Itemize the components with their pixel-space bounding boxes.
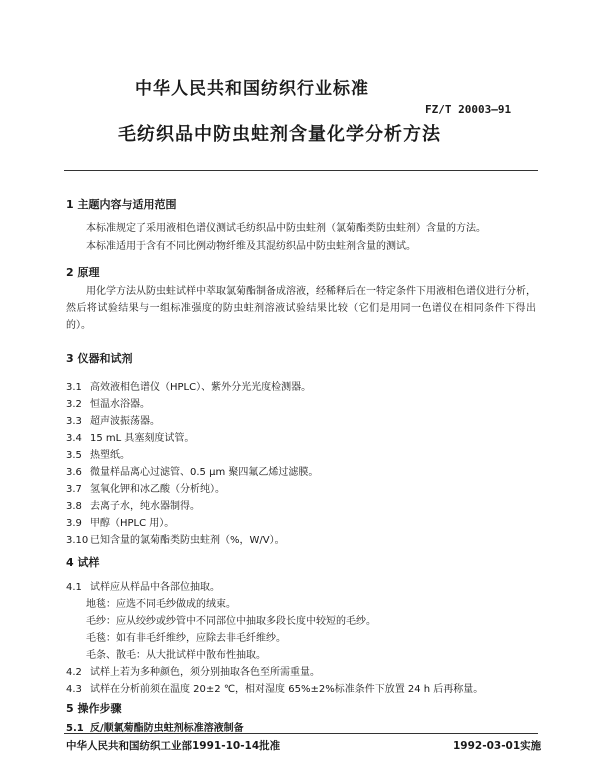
list-item: 3.7 氢氧化钾和冰乙酸（分析纯）。	[66, 484, 225, 495]
list-item: 3.5 热塑纸。	[66, 450, 130, 461]
list-item: 4.1 试样应从样品中各部位抽取。	[66, 582, 220, 593]
section-1-paragraph-1: 本标准规定了采用液相色谱仪测试毛纺织品中防虫蛀剂（氯菊酯类防虫蛀剂）含量的方法。	[86, 223, 486, 234]
section-5-heading: 5 操作步骤	[66, 702, 122, 715]
sub-item: 毛条、散毛：从大批试样中散布性抽取。	[86, 650, 266, 661]
section-4-heading: 4 试样	[66, 556, 100, 569]
sub-item: 毛纱：应从绞纱或纱管中不同部位中抽取多段长度中较短的毛纱。	[86, 616, 376, 627]
list-item: 3.6 微量样品离心过滤管、0.5 μm 聚四氟乙烯过滤膜。	[66, 467, 319, 478]
list-item: 4.3 试样在分析前须在温度 20±2 ℃，相对湿度 65%±2%标准条件下放置 24 h 后再称量。	[66, 684, 484, 695]
list-item: 3.2 恒温水浴器。	[66, 399, 150, 410]
header-divider	[64, 170, 538, 171]
list-item: 3.8 去离子水，纯水器制得。	[66, 501, 200, 512]
section-1-heading: 1 主题内容与适用范围	[66, 198, 177, 211]
list-item: 3.3 超声波振荡器。	[66, 416, 160, 427]
list-item: 3.1 高效液相色谱仪（HPLC）、紫外分光光度检测器。	[66, 382, 312, 393]
list-item: 3.4 15 mL 具塞刻度试管。	[66, 433, 195, 444]
standard-type: 中华人民共和国纺织行业标准	[135, 79, 369, 99]
document-title: 毛纺织品中防虫蛀剂含量化学分析方法	[118, 124, 441, 145]
list-item: 3.10 已知含量的氯菊酯类防虫蛀剂（%，W/V）。	[66, 535, 285, 546]
sub-item: 毛毯：如有非毛纤维纱，应除去非毛纤维纱。	[86, 633, 286, 644]
section-2-heading: 2 原理	[66, 266, 100, 279]
list-item: 5.1 反/顺氯菊酯防虫蛀剂标准溶液制备	[66, 723, 244, 734]
footer-divider	[64, 733, 538, 734]
section-2-paragraph: 用化学方法从防虫蛀试样中萃取氯菊酯制备成溶液，经稀释后在一特定条件下用液相色谱仪进行分析，然后将试验结果与一组标准强度的防虫蛀剂溶液试验结果比较（它们是用同一色谱仪在相同条件下得出的）。	[66, 286, 536, 331]
section-1-paragraph-2: 本标准适用于含有不同比例动物纤维及其混纺织品中防虫蛀剂含量的测试。	[86, 241, 416, 252]
effective-date: 1992-03-01实施	[453, 740, 542, 752]
section-3-heading: 3 仪器和试剂	[66, 352, 133, 365]
standard-number: FZ/T 20003—91	[425, 103, 512, 116]
sub-item: 地毯：应选不同毛纱做成的绒束。	[86, 599, 236, 610]
list-item: 3.9 甲醇（HPLC 用）。	[66, 518, 175, 529]
list-item: 4.2 试样上若为多种颜色，须分别抽取各色至所需重量。	[66, 667, 320, 678]
approval-line: 中华人民共和国纺织工业部1991-10-14批准	[66, 740, 281, 752]
